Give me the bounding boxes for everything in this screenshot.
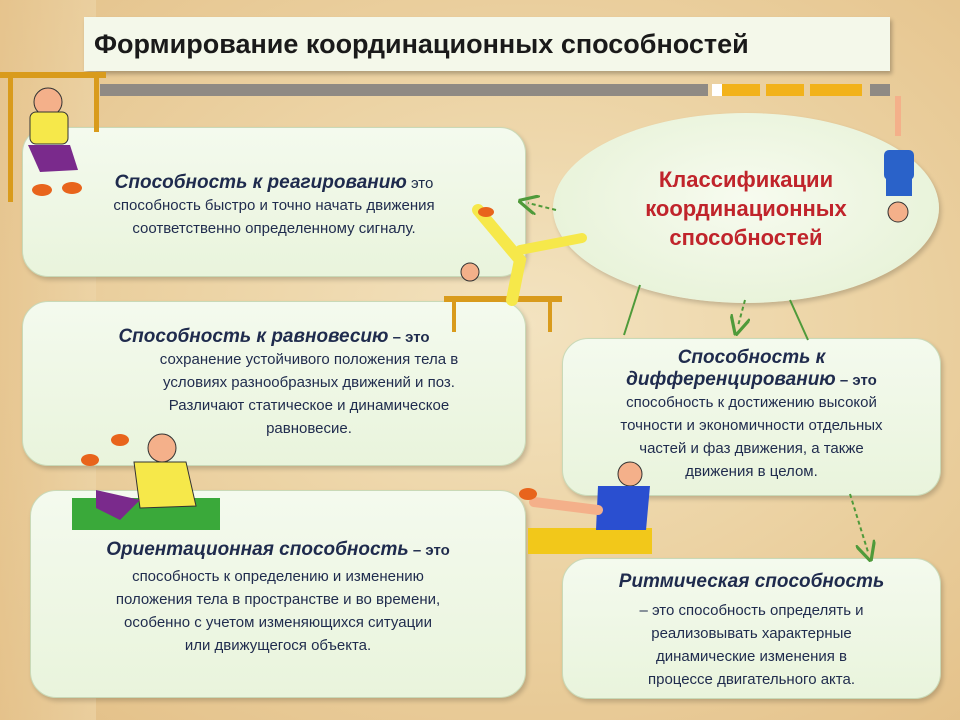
classification-line: координационных (645, 195, 847, 221)
box-orientation-heading: Ориентационная способность (106, 539, 409, 560)
body-line: условиях разнообразных движений и поз. (163, 374, 455, 391)
body-line: или движущегося объекта. (184, 637, 372, 654)
arrow-to-reaction (528, 203, 556, 210)
body-line: положения тела в пространстве и во времени, (115, 591, 441, 608)
classification-line: Классификации (658, 166, 834, 192)
box-differentiation-heading: Способность к (677, 347, 826, 368)
body-line: Различают статическое и динамическое (168, 397, 450, 414)
body-line: динамические изменения в (655, 648, 847, 665)
inverted-gymnast-icon (884, 96, 914, 222)
box-rhythm-heading: Ритмическая способность (618, 571, 885, 592)
pullup-gymnast-icon (0, 72, 106, 202)
body-line: способность к определению и изменению (132, 568, 424, 585)
box-orientation-dash: – это (408, 542, 450, 559)
arrow-to-differentiation (624, 285, 640, 335)
page-title: Формирование координационных способностей (94, 28, 749, 59)
arrow-to-rhythm (850, 494, 868, 552)
box-balance-heading: Способность к равновесию (118, 326, 389, 347)
arrow-dashed (738, 300, 745, 326)
body-line: – это способность определять и (639, 602, 864, 619)
parallel-bars-gymnast-icon (444, 207, 582, 332)
body-line: движения в целом. (685, 463, 818, 480)
balance-sitting-figure-icon (72, 434, 220, 530)
classification-line: способностей (669, 224, 823, 250)
connector-arrows (528, 203, 868, 552)
body-line: процессе двигательного акта. (647, 671, 855, 688)
box-differentiation-heading: дифференцированию (626, 369, 836, 390)
box-reaction-dash: это (406, 175, 434, 192)
arrow-line (790, 300, 808, 340)
body-line: равновесие. (266, 420, 352, 437)
body-line: соответственно определенному сигналу. (132, 220, 416, 237)
body-line: частей и фаз движения, а также (639, 440, 864, 457)
box-differentiation-dash: – это (835, 372, 877, 389)
vsit-figure-icon (519, 462, 652, 554)
box-reaction-heading: Способность к реагированию (114, 172, 407, 193)
body-line: реализовывать характерные (651, 625, 852, 642)
body-line: точности и экономичности отдельных (620, 417, 883, 434)
body-line: способность быстро и точно начать движения (113, 197, 435, 214)
body-line: сохранение устойчивого положения тела в (159, 351, 459, 368)
body-line: особенно с учетом изменяющихся ситуации (124, 614, 432, 631)
box-balance-dash: – это (388, 329, 430, 346)
body-line: способность к достижению высокой (626, 394, 877, 411)
